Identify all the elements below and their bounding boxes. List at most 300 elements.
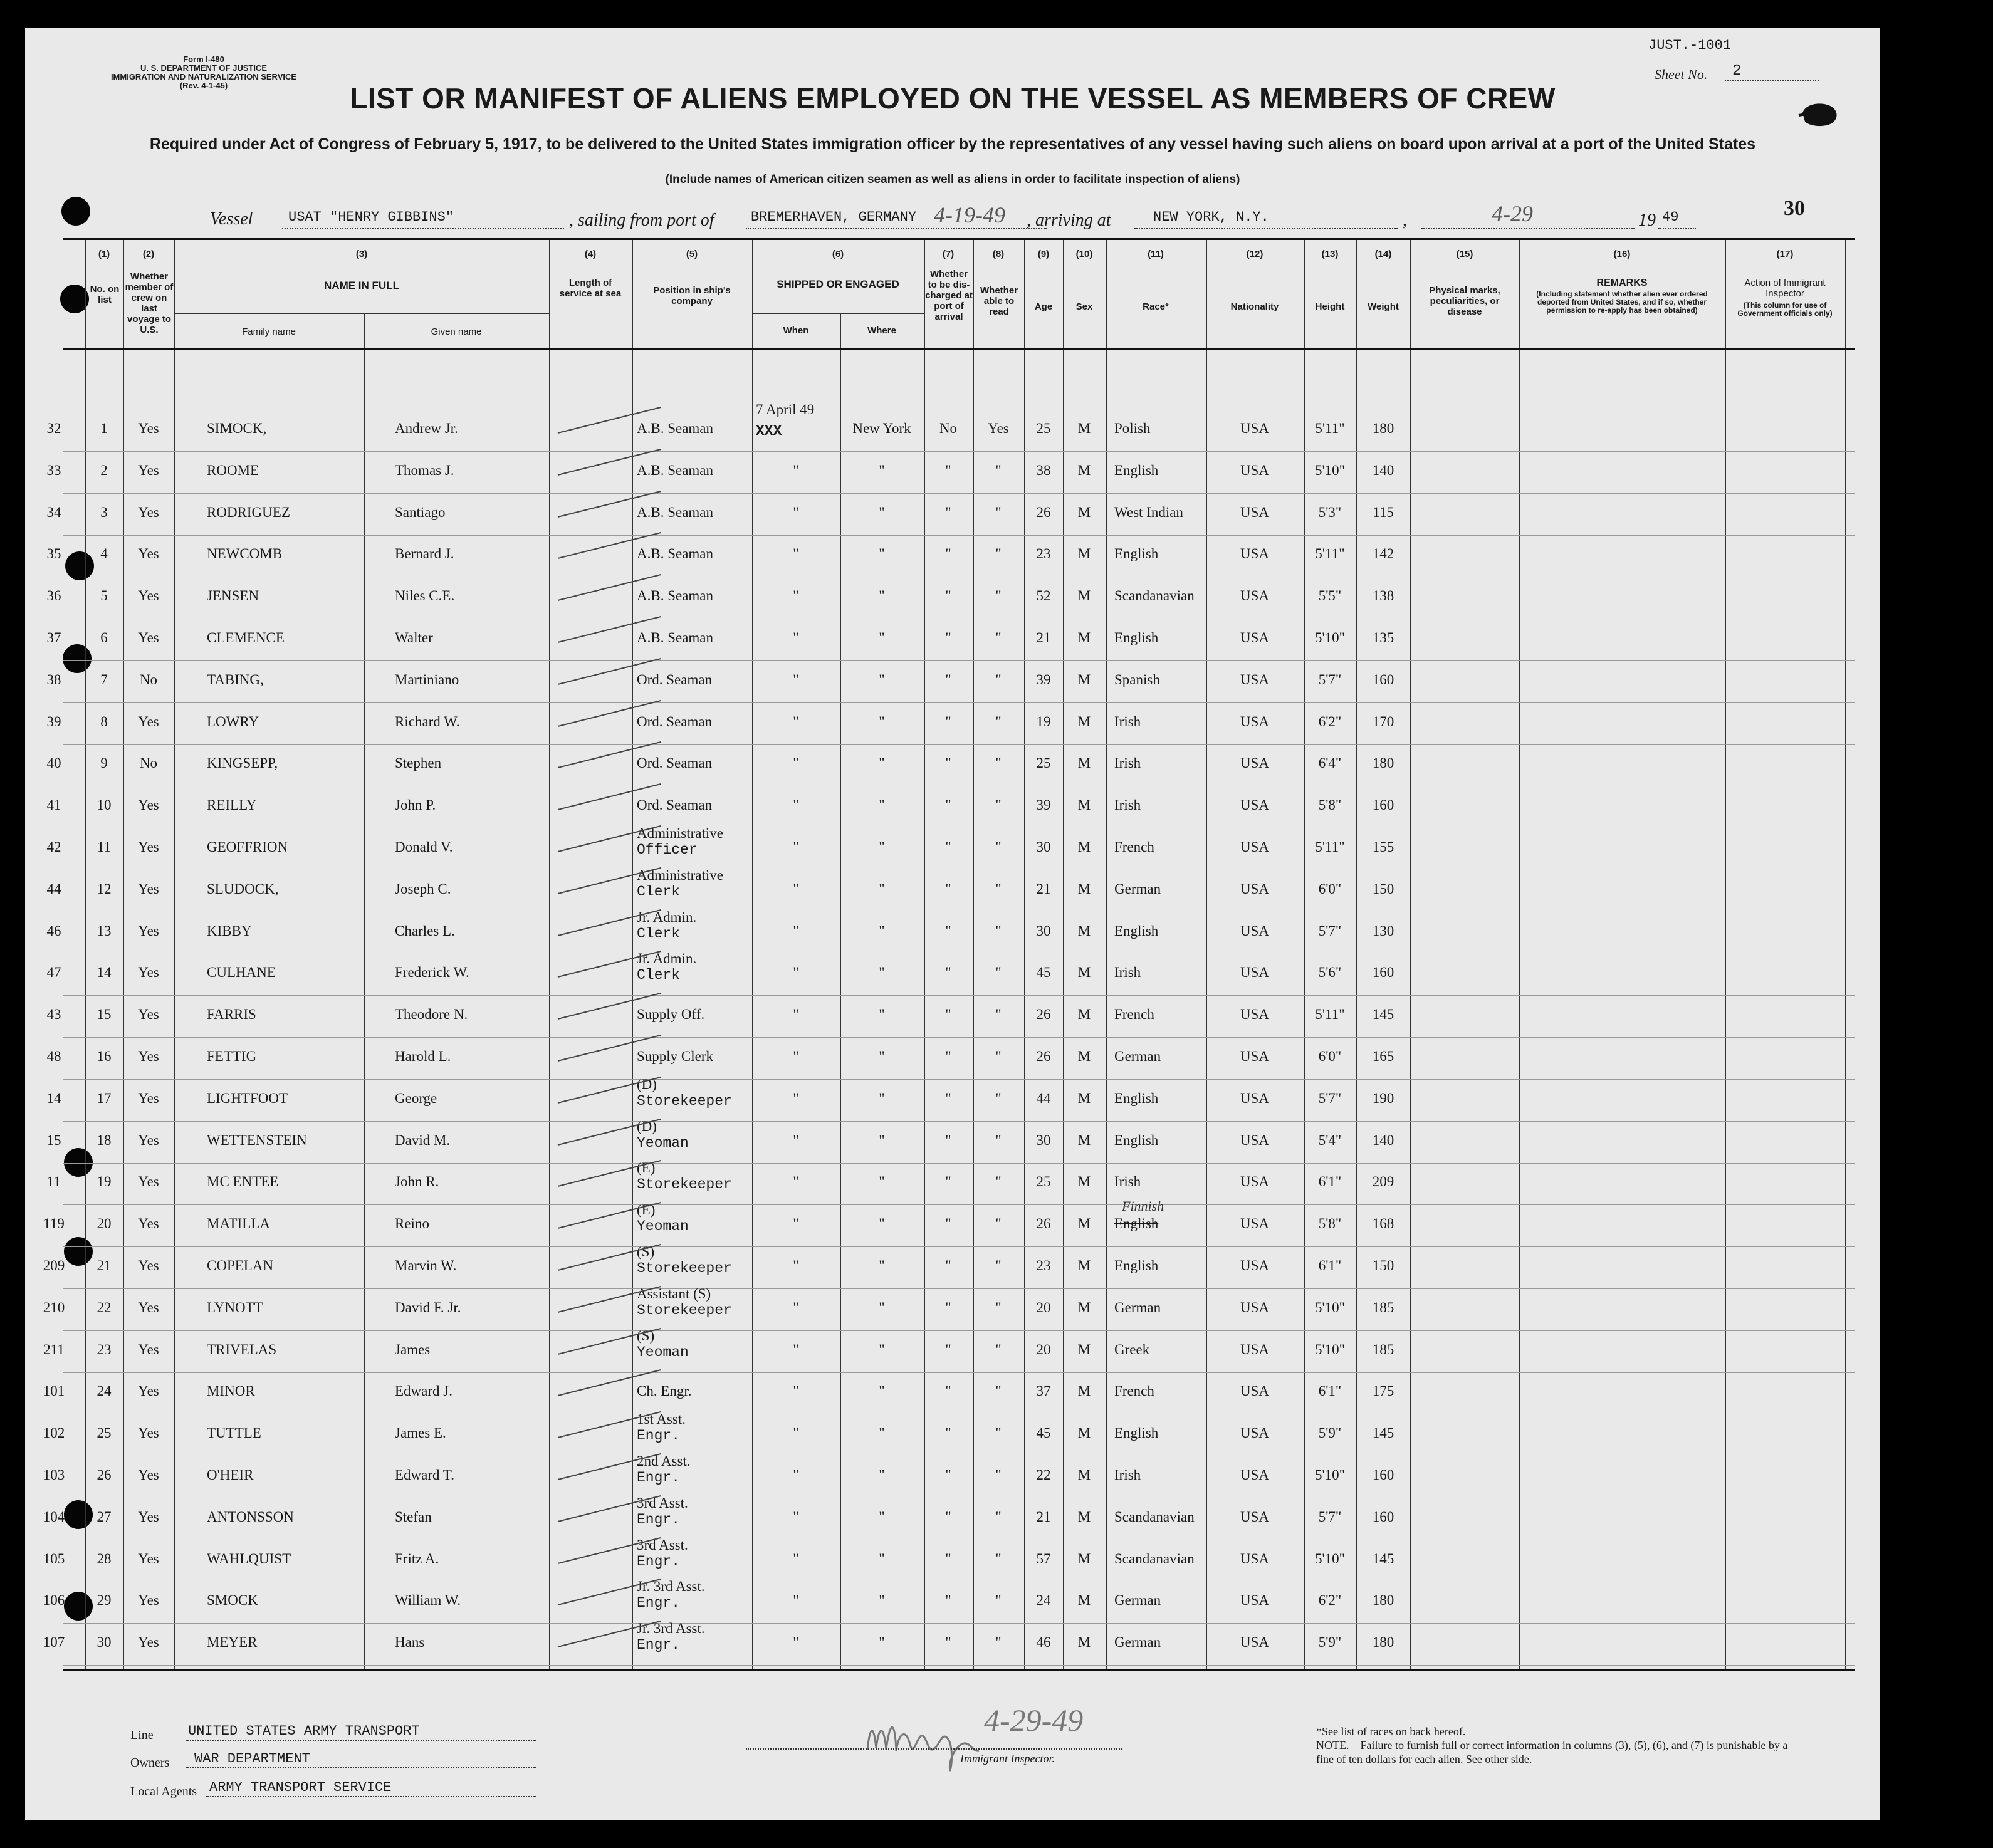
cell-weight: 160 [1372, 1508, 1394, 1525]
cell-disch: " [945, 1299, 951, 1315]
cell-sex: M [1077, 630, 1091, 645]
cell-weight: 209 [1372, 1174, 1394, 1190]
col-num-1: (1) [98, 249, 110, 259]
cell-weight: 140 [1372, 1132, 1394, 1148]
cell-position: Ord. Seaman [637, 713, 713, 729]
cell-disch: " [945, 462, 951, 478]
cell-weight: 160 [1372, 964, 1394, 981]
cell-no: 22 [97, 1299, 112, 1315]
cell-read: " [995, 546, 1002, 562]
cell-height: 6'1" [1318, 1383, 1342, 1399]
cell-no: 16 [97, 1048, 112, 1064]
cell-family: SLUDOCK, [207, 880, 279, 897]
cell-weight: 180 [1372, 1592, 1394, 1609]
cell-sex: M [1077, 504, 1091, 520]
col-num-9: (9) [1037, 249, 1050, 259]
cell-height: 5'4" [1318, 1132, 1342, 1148]
column-divider [1063, 240, 1064, 1669]
cell-no: 20 [97, 1216, 112, 1232]
cell-when: " [793, 1550, 799, 1567]
cell-when: " [793, 1634, 799, 1651]
cell-given: Marvin W. [395, 1258, 457, 1273]
cell-no: 2 [100, 462, 108, 478]
cell-nat: USA [1240, 588, 1269, 604]
cell-family: COPELAN [207, 1258, 274, 1273]
cell-race: French [1114, 1006, 1154, 1023]
cell-age: 26 [1036, 504, 1051, 520]
header-given-name: Given name [431, 326, 482, 337]
cell-given: Stefan [395, 1508, 432, 1525]
cell-margin: 46 [46, 922, 61, 939]
cell-given: Thomas J. [395, 462, 454, 478]
cell-age: 45 [1036, 1425, 1051, 1441]
cell-margin: 39 [46, 713, 61, 729]
cell-read: " [995, 713, 1002, 729]
cell-height: 5'3" [1318, 504, 1342, 520]
cell-height: 5'11" [1315, 546, 1345, 562]
signature-date: 4-29-49 [984, 1703, 1084, 1738]
cell-margin: 41 [46, 797, 61, 813]
cell-member: Yes [138, 797, 159, 813]
cell-disch: " [945, 1383, 951, 1399]
races-note: *See list of races on back hereof. [1316, 1725, 1466, 1738]
cell-member: Yes [138, 964, 159, 981]
cell-read: " [995, 1132, 1002, 1148]
cell-race: Irish [1114, 797, 1141, 813]
cell-when: " [793, 671, 799, 687]
cell-nat: USA [1240, 1174, 1269, 1190]
cell-position: 3rd Asst. [637, 1537, 688, 1553]
cell-disch: " [945, 546, 951, 562]
cell-where: " [879, 1090, 885, 1106]
col-num-11: (11) [1148, 249, 1164, 259]
cell-sex: M [1077, 1550, 1091, 1567]
cell-position: Ord. Seaman [637, 671, 713, 687]
cell-family: WAHLQUIST [207, 1550, 291, 1567]
cell-read: " [995, 1634, 1002, 1651]
cell-weight: 160 [1372, 671, 1394, 687]
cell-given: James E. [395, 1425, 446, 1441]
cell-margin: 210 [43, 1299, 65, 1315]
cell-given: Donald V. [395, 839, 453, 855]
owners-label: Owners [130, 1756, 170, 1770]
col-num-2: (2) [142, 249, 155, 259]
cell-weight: 180 [1372, 755, 1394, 771]
form-revision: (Rev. 4-1-45) [179, 81, 228, 90]
cell-position: Assistant (S) [637, 1285, 711, 1302]
cell-read: " [995, 1341, 1002, 1357]
cell-height: 5'9" [1318, 1425, 1342, 1441]
cell-position: Jr. 3rd Asst. [637, 1621, 705, 1637]
cell-given: Richard W. [395, 713, 460, 729]
cell-race: German [1114, 1634, 1161, 1651]
cell-margin: 47 [46, 964, 61, 981]
cell-age: 39 [1036, 797, 1051, 813]
cell-weight: 165 [1372, 1048, 1394, 1064]
inspector-label: Immigrant Inspector. [960, 1752, 1055, 1765]
cell-height: 5'7" [1318, 1090, 1342, 1106]
column-divider [632, 240, 633, 1669]
cell-disch: " [945, 1006, 951, 1023]
cell-disch: " [945, 1132, 951, 1148]
header-where: Where [867, 325, 896, 336]
cell-where: " [879, 1550, 885, 1567]
cell-when: " [793, 755, 799, 771]
agents-rule [206, 1796, 536, 1797]
cell-height: 6'2" [1318, 713, 1342, 729]
cell-age: 45 [1036, 964, 1051, 981]
cell-when: " [793, 1216, 799, 1232]
cell-margin: 40 [46, 755, 61, 771]
cell-member: Yes [138, 420, 159, 436]
cell-nat: USA [1240, 964, 1269, 981]
cell-age: 21 [1036, 880, 1051, 897]
cell-margin: 32 [46, 420, 61, 436]
cell-margin: 33 [46, 462, 61, 478]
cell-read: " [995, 797, 1002, 813]
cell-when: " [793, 880, 799, 897]
cell-read: " [995, 1299, 1002, 1315]
cell-sex: M [1077, 839, 1091, 855]
cell-read: " [995, 964, 1002, 981]
cell-position: (S) [637, 1327, 655, 1344]
cell-sex: M [1077, 922, 1091, 939]
cell-nat: USA [1240, 1048, 1269, 1064]
row-rule [63, 535, 1855, 536]
cell-member: Yes [138, 546, 159, 562]
cell-member: Yes [138, 922, 159, 939]
cell-when: " [793, 922, 799, 939]
cell-margin: 35 [46, 546, 61, 562]
cell-no: 25 [97, 1425, 112, 1441]
cell-position-line2: Storekeeper [637, 1176, 732, 1193]
cell-age: 26 [1036, 1216, 1051, 1232]
cell-no: 3 [100, 504, 108, 520]
cell-nat: USA [1240, 1258, 1269, 1273]
cell-weight: 150 [1372, 880, 1394, 897]
cell-nat: USA [1240, 1383, 1269, 1399]
cell-disch: " [945, 1634, 951, 1651]
header-physical-marks: Physical marks, peculiarities, or disease [1429, 285, 1500, 317]
cell-member: Yes [138, 1048, 159, 1064]
column-divider [123, 240, 124, 1669]
cell-given: Frederick W. [395, 964, 469, 981]
cell-height: 5'10" [1314, 462, 1346, 478]
row-rule [63, 451, 1855, 452]
cell-member: Yes [138, 1006, 159, 1023]
manifest-footer [63, 1671, 1855, 1820]
cell-given: Edward J. [395, 1383, 452, 1399]
cell-race: Polish [1114, 420, 1151, 436]
cell-height: 5'11" [1315, 1006, 1345, 1023]
cell-position-line2: Yeoman [637, 1218, 689, 1235]
header-action-note: (This column for use of Government officials only) [1737, 301, 1833, 318]
col-num-8: (8) [992, 249, 1005, 259]
cell-nat: USA [1240, 797, 1269, 813]
cell-position: (D) [637, 1118, 657, 1134]
cell-where: " [879, 1592, 885, 1609]
cell-read: " [995, 1216, 1002, 1232]
cell-family: JENSEN [207, 588, 259, 604]
cell-family: TRIVELAS [207, 1341, 277, 1357]
cell-where: " [879, 462, 885, 478]
cell-nat: USA [1240, 420, 1269, 436]
inspector-rule [746, 1748, 1122, 1750]
row-rule [63, 1163, 1855, 1164]
cell-height: 5'8" [1318, 797, 1342, 813]
cell-family: GEOFFRION [207, 839, 288, 855]
cell-height: 6'0" [1318, 880, 1342, 897]
cell-age: 20 [1036, 1299, 1051, 1315]
header-shipped-engaged: SHIPPED OR ENGAGED [777, 278, 899, 290]
cell-race: Scandanavian [1114, 588, 1195, 604]
column-divider [1356, 240, 1357, 1669]
cell-weight: 160 [1372, 797, 1394, 813]
cell-height: 5'10" [1314, 1341, 1346, 1357]
cell-weight: 180 [1372, 420, 1394, 436]
cell-where: " [879, 671, 885, 687]
header-whether-member: Whether member of crew on last voyage to U.S. [125, 271, 174, 335]
cell-sex: M [1077, 713, 1091, 729]
cell-disch: " [945, 755, 951, 771]
cell-position: 2nd Asst. [637, 1453, 691, 1469]
cell-no: 11 [97, 839, 112, 855]
cell-family: MINOR [207, 1383, 255, 1399]
cell-where: " [879, 797, 885, 813]
cell-given: William W. [395, 1592, 461, 1609]
cell-sex: M [1077, 462, 1091, 478]
cell-sex: M [1077, 964, 1091, 981]
cell-nat: USA [1240, 630, 1269, 645]
cell-disch: " [945, 1341, 951, 1357]
cell-disch: " [945, 671, 951, 687]
cell-weight: 115 [1373, 504, 1394, 520]
cell-read: " [995, 1258, 1002, 1273]
vessel-line [282, 228, 564, 229]
cell-disch: " [945, 839, 951, 855]
cell-member: Yes [138, 1216, 159, 1232]
cell-family: KINGSEPP, [207, 755, 278, 771]
cell-family: FETTIG [207, 1048, 257, 1064]
cell-position: A.B. Seaman [637, 504, 714, 520]
cell-race: Spanish [1114, 671, 1160, 687]
column-divider [1410, 240, 1411, 1669]
cell-family: O'HEIR [207, 1467, 254, 1483]
col-num-15: (15) [1456, 249, 1473, 259]
cell-margin: 103 [43, 1467, 65, 1483]
cell-read: " [995, 1048, 1002, 1064]
cell-position: Supply Clerk [637, 1048, 714, 1064]
cell-member: Yes [138, 1299, 159, 1315]
cell-where: " [879, 1341, 885, 1357]
cell-height: 5'6" [1318, 964, 1342, 981]
sheet-label: Sheet No. [1655, 66, 1708, 82]
cell-disch: " [945, 922, 951, 939]
cell-position: Jr. Admin. [637, 909, 697, 925]
cell-race: English [1114, 922, 1159, 939]
agents-value: ARMY TRANSPORT SERVICE [209, 1780, 392, 1795]
cell-margin: 14 [46, 1090, 61, 1106]
cell-disch: " [945, 1508, 951, 1525]
header-discharged: Whether to be dis-charged at port of arrival [925, 269, 973, 322]
cell-margin: 42 [46, 839, 61, 855]
cell-no: 18 [97, 1132, 112, 1148]
cell-read: " [995, 1550, 1002, 1567]
cell-when: " [793, 1048, 799, 1064]
column-divider [1206, 240, 1207, 1669]
cell-margin: 107 [43, 1634, 65, 1651]
row-rule [63, 702, 1855, 703]
cell-race: English [1114, 1425, 1159, 1441]
cell-when: " [793, 462, 799, 478]
cell-read: " [995, 880, 1002, 897]
cell-disch: " [945, 630, 951, 645]
row-rule [63, 1246, 1855, 1247]
cell-nat: USA [1240, 504, 1269, 520]
cell-race: English [1114, 1132, 1159, 1148]
cell-when: " [793, 797, 799, 813]
cell-age: 37 [1036, 1383, 1051, 1399]
cell-height: 6'4" [1318, 755, 1342, 771]
shipped-subheader-rule [752, 313, 924, 314]
row-rule [63, 744, 1855, 745]
owners-rule [186, 1767, 536, 1768]
arrival-date-handwritten: 4-29 [1492, 201, 1533, 226]
cell-no: 5 [100, 588, 108, 604]
cell-no: 10 [97, 797, 112, 813]
cell-nat: USA [1240, 1132, 1269, 1148]
cell-read: " [995, 1508, 1002, 1525]
cell-race: German [1114, 880, 1161, 897]
cell-weight: 130 [1372, 922, 1394, 939]
cell-weight: 145 [1372, 1006, 1394, 1023]
cell-sex: M [1077, 1216, 1091, 1232]
cell-given: David F. Jr. [395, 1299, 461, 1315]
cell-given: Andrew Jr. [395, 420, 458, 436]
cell-given: Bernard J. [395, 546, 454, 562]
cell-height: 6'0" [1318, 1048, 1342, 1064]
cell-sex: M [1077, 1341, 1091, 1357]
cell-when: " [793, 964, 799, 981]
col-num-7: (7) [942, 249, 955, 259]
cell-margin: 11 [46, 1174, 61, 1190]
col-num-16: (16) [1613, 249, 1631, 259]
cell-when: " [793, 504, 799, 520]
cell-weight: 168 [1372, 1216, 1394, 1232]
cell-read: " [995, 671, 1002, 687]
cell-position-line2: Storekeeper [637, 1260, 732, 1276]
sailing-label: , sailing from port of [569, 211, 714, 230]
cell-where: " [879, 630, 885, 645]
cell-when: " [793, 1467, 799, 1483]
cell-disch: " [945, 1550, 951, 1567]
cell-when: " [793, 713, 799, 729]
cell-race: West Indian [1114, 504, 1183, 520]
cell-where: " [879, 504, 885, 520]
cell-age: 21 [1036, 630, 1051, 645]
cell-sex: M [1077, 1174, 1091, 1190]
cell-sex: M [1077, 880, 1091, 897]
cell-age: 30 [1036, 922, 1051, 939]
cell-sex: M [1077, 1132, 1091, 1148]
year-prefix: 19 [1638, 211, 1656, 230]
cell-member: Yes [138, 1341, 159, 1357]
cell-family: TUTTLE [207, 1425, 261, 1441]
cell-family: REILLY [207, 797, 257, 813]
column-divider [549, 240, 550, 1669]
cell-where: " [879, 964, 885, 981]
cell-position: 3rd Asst. [637, 1495, 688, 1511]
cell-position: A.B. Seaman [637, 588, 714, 604]
cell-weight: 135 [1372, 630, 1394, 645]
cell-read: " [995, 755, 1002, 771]
cell-member: Yes [138, 1634, 159, 1651]
cell-given: Fritz A. [395, 1550, 439, 1567]
cell-height: 5'11" [1315, 839, 1345, 855]
cell-no: 27 [97, 1508, 112, 1525]
cell-where: " [879, 1216, 885, 1232]
cell-given: James [395, 1341, 431, 1357]
cell-race: English [1114, 1090, 1159, 1106]
cell-age: 44 [1036, 1090, 1051, 1106]
cell-race: Scandanavian [1114, 1508, 1195, 1525]
cell-where: " [879, 1174, 885, 1190]
cell-where: " [879, 713, 885, 729]
cell-where: " [879, 755, 885, 771]
cell-no: 15 [97, 1006, 112, 1023]
column-divider [85, 240, 86, 1669]
cell-no: 23 [97, 1341, 112, 1357]
cell-race: German [1114, 1592, 1161, 1609]
cell-given: Niles C.E. [395, 588, 455, 604]
cell-given: Santiago [395, 504, 446, 520]
cell-height: 5'10" [1314, 1550, 1346, 1567]
cell-when: " [793, 1341, 799, 1357]
sailing-date-handwritten: 4-19-49 [934, 202, 1005, 227]
name-subheader-rule [174, 313, 549, 314]
cell-read: " [995, 1090, 1002, 1106]
column-divider [1845, 240, 1846, 1669]
cell-age: 19 [1036, 713, 1051, 729]
cell-nat: USA [1240, 880, 1269, 897]
cell-disch: No [939, 420, 958, 436]
cell-sex: M [1077, 1258, 1091, 1273]
cell-height: 5'10" [1314, 1299, 1346, 1315]
cell-position: A.B. Seaman [637, 630, 714, 645]
cell-height: 5'11" [1315, 420, 1345, 436]
cell-where: New York [852, 420, 911, 436]
cell-given: Charles L. [395, 922, 455, 939]
penalty-note: NOTE.—Failure to furnish full or correct information in columns (3), (5), (6), and (7) is punishable by a fine of ten dollars for each alien. See other side. [1316, 1739, 1788, 1765]
cell-when: " [793, 1592, 799, 1609]
row-rule [63, 1288, 1855, 1289]
row-rule [63, 1372, 1855, 1373]
cell-race: Irish [1114, 964, 1141, 981]
cell-disch: " [945, 1174, 951, 1190]
cell-member: Yes [138, 630, 159, 645]
cell-where: " [879, 1258, 885, 1273]
cell-height: 5'7" [1318, 922, 1342, 939]
cell-disch: " [945, 1425, 951, 1441]
cell-sex: M [1077, 671, 1091, 687]
cell-when: " [793, 588, 799, 604]
cell-margin: 38 [46, 671, 61, 687]
cell-where: " [879, 1425, 885, 1441]
header-when: When [783, 325, 809, 336]
cell-race: English [1114, 462, 1159, 478]
header-family-name: Family name [242, 326, 296, 337]
cell-where: " [879, 1299, 885, 1315]
